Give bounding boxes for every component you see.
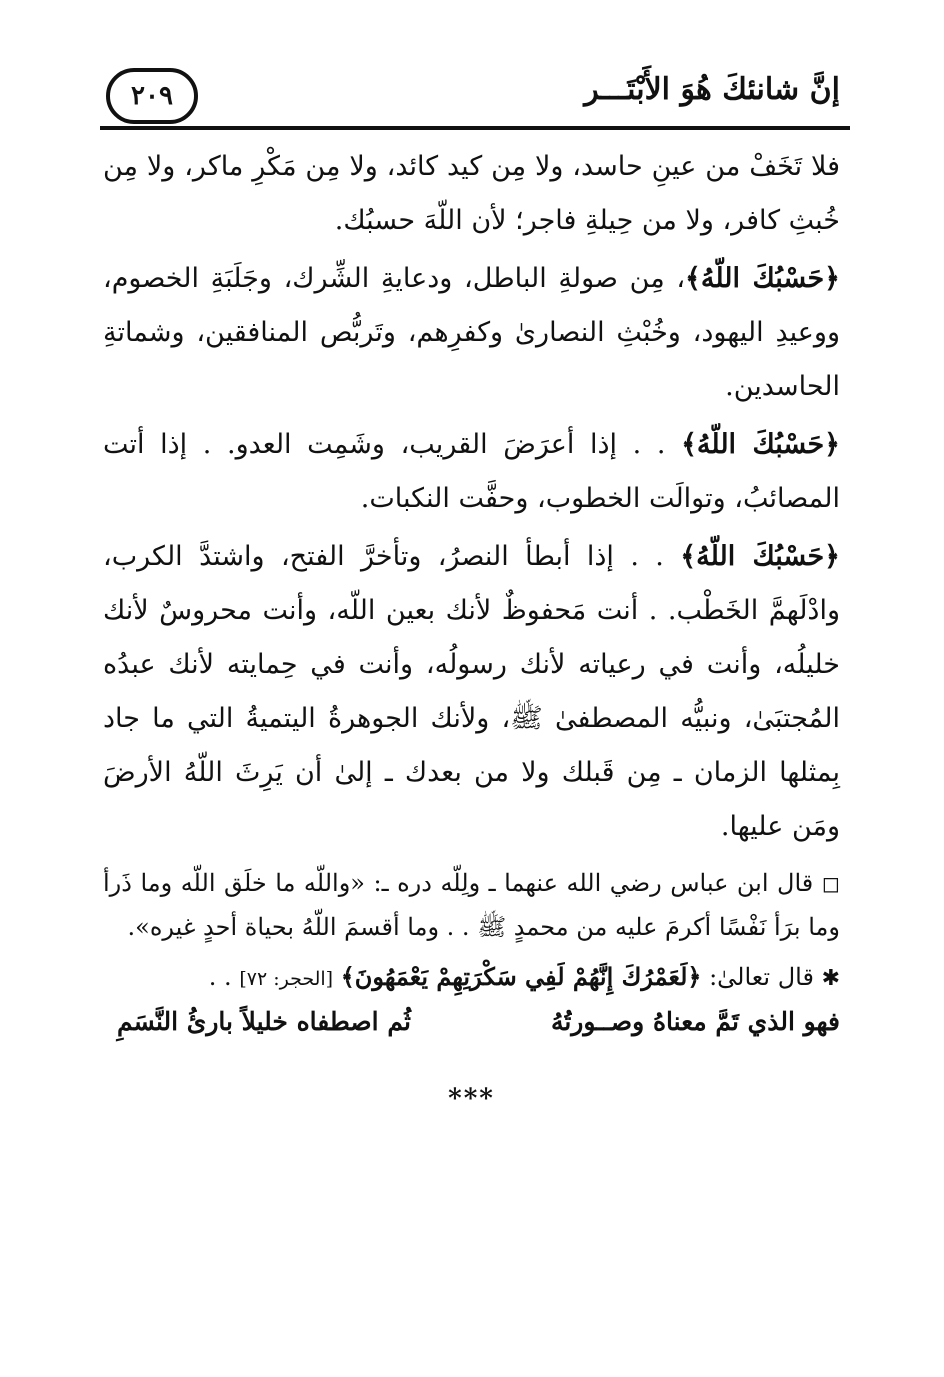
paragraph-3-text: . . إذا أعرَضَ القريب، وشَمِت العدو. . إذا أتت المصائبُ، وتوالَت الخطوب، وحفَّت النكبات. [103, 429, 840, 514]
paragraph-2-text: ، مِن صولةِ الباطل، ودعايةِ الشِّرك، وجَلَبَةِ الخصوم، ووعيدِ اليهود، وخُبْثِ النصارىٰ وكفرِهم، وتَربُّص المنافقين، وشماتةِ الحاسدين. [103, 263, 840, 402]
paragraph-3 [103, 418, 840, 526]
quran-phrase: ﴿حَسْبُكَ اللّهُ﴾ [681, 429, 840, 460]
poem-verse [103, 1000, 840, 1044]
poem-hemistich-right: فهو الذي تَمَّ معناهُ وصــورتُهُ [550, 1007, 840, 1036]
poem-hemistich-left: ثُم اصطفاه خليلاً بارئُ النَّسَمِ [117, 1007, 411, 1036]
paragraph-2 [103, 252, 840, 414]
square-bullet-icon: ◻ [821, 872, 840, 897]
quran-phrase: ﴿حَسْبُكَ اللّهُ﴾ [685, 263, 840, 294]
asterisk-bullet-icon: ✱ [821, 966, 840, 991]
section-separator: *** [448, 1084, 495, 1114]
verse-intro: قال تعالىٰ: [709, 963, 814, 991]
ibn-abbas-quote [103, 862, 840, 948]
paragraph-1: فلا تَخَفْ من عينِ حاسد، ولا مِن كيد كائد، ولا مِن مَكْرِ ماكر، ولا مِن خُبثِ كافر، ولا من حِيلةِ فاجر؛ لأن اللّهَ حسبُك. [103, 151, 840, 236]
page-header [100, 64, 850, 134]
quran-phrase: ﴿حَسْبُكَ اللّهُ﴾ [680, 541, 840, 572]
page-body [103, 140, 840, 1126]
verse-tail: . . [208, 963, 232, 991]
verse-quran: ﴿لَعَمْرُكَ إِنَّهُمْ لَفِي سَكْرَتِهِمْ يَعْمَهُونَ﴾ [340, 962, 702, 991]
running-title: إنَّ شانئكَ هُوَ الأَبْتَـــر [584, 72, 840, 107]
verse-reference: [الحجر: ٧٢] [239, 968, 334, 990]
paragraph-4 [103, 530, 840, 854]
paragraph-4-text: . . إذا أبطأ النصرُ، وتأخرَّ الفتح، واشتدَّ الكرب، وادْلَهمَّ الخَطْب. . أنت مَحفوظٌ لأنك بعين اللّه، وأنت محروسٌ لأنك خليلُه، وأنت في رعياته لأنك رسولُه، وأنت في حِمايته لأنك عبدُه المُجتبَىٰ، ونبيُّه المصطفىٰ ﷺ، ولأنك الجوهرةُ اليتميةُ التي ما جاد بِمثلها الزمان ـ مِن قَبلك ولا من بعدك ـ إلىٰ أن يَرِثَ اللّهُ الأرضَ ومَن عليها. [103, 541, 840, 842]
verse-line [103, 956, 840, 1000]
header-rule [100, 126, 850, 130]
page-number-badge: ٢٠٩ [106, 68, 198, 124]
quote-text: قال ابن عباس رضي الله عنهما ـ ولِلّه دره ـ: «واللّه ما خلَق اللّه وما ذَرأ وما برَأ نَفْسًا أكرمَ عليه من محمدٍ ﷺ . . وما أقسمَ اللّهُ بحياة أحدٍ غيره». [103, 869, 840, 941]
